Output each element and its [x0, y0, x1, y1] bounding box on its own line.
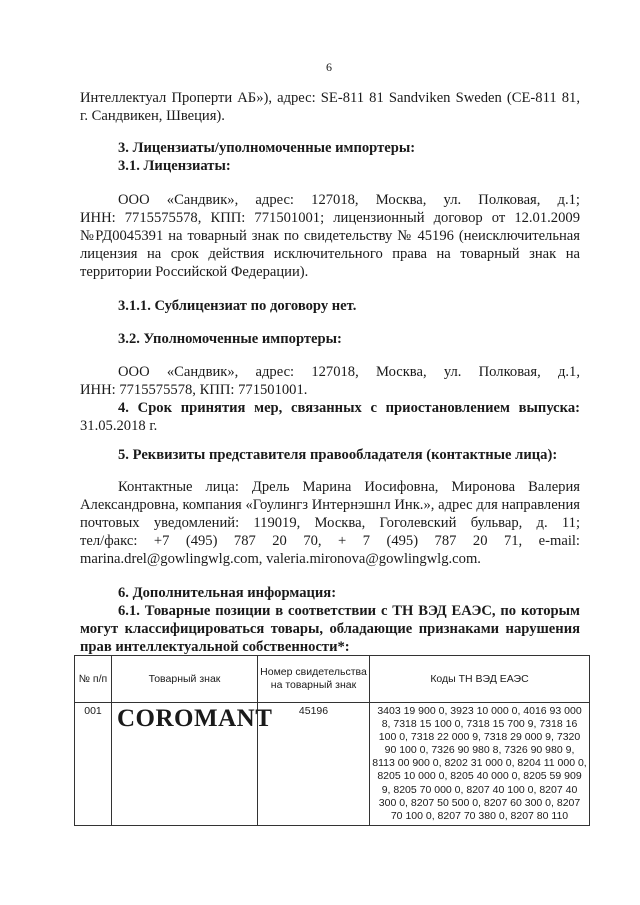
text-line: Александровна, компания «Гоулингз Интернэшнл Инк.», адрес для направления: [80, 497, 580, 513]
text-line: marina.drel@gowlingwlg.com, valeria.mironova@gowlingwlg.com.: [80, 551, 481, 567]
trademark-logo: COROMANT: [117, 705, 273, 732]
text-line: Контактные лица: Дрель Марина Иосифовна, Миронова Валерия: [118, 479, 580, 495]
certificate-number: 45196: [258, 703, 370, 826]
row-number: 001: [75, 703, 112, 826]
section-heading: 6.1. Товарные позиции в соответствии с ТН ВЭД ЕАЭС, по которым: [118, 603, 580, 619]
page-number: 6: [326, 60, 332, 74]
tariff-codes-list: 3403 19 900 0, 3923 10 000 0, 4016 93 000 8, 7318 15 100 0, 7318 15 700 9, 7318 16 100 0, 7318 22 000 9, 7318 29 000 9, 7320 90 100 0, 7326 90 980 8, 7326 90 980 9, 8113 00 900 0, 8202 31 000 0, 8204 11 000 0, 8205 10 000 0, 8205 40 000 0, 8205 59 909 9, 8205 70 000 0, 8207 40 100 0, 8207 40 300 0, 8207 50 500 0, 8207 60 300 0, 8207 70 100 0, 8207 70 380 0, 8207 80 110: [370, 703, 590, 826]
tariff-codes-table: [74, 655, 590, 826]
text-line: территории Российской Федерации).: [80, 264, 309, 280]
section-heading: 5. Реквизиты представителя правообладателя (контактные лица):: [118, 447, 558, 463]
section-heading: прав интеллектуальной собственности*:: [80, 639, 350, 655]
table-header-row: [75, 656, 590, 703]
column-header-number: № п/п: [75, 656, 112, 703]
text-line: ИНН: 7715575578, КПП: 771501001; лицензионный договор от 12.01.2009: [80, 210, 580, 226]
text-line: г. Сандвикен, Швеция).: [80, 108, 225, 124]
section-heading: 3. Лицензиаты/уполномоченные импортеры:: [118, 140, 416, 156]
text-line: лицензия на срок действия исключительного права на товарный знак на: [80, 246, 580, 262]
table-row: [75, 703, 590, 826]
text-line: тел/факс: +7 (495) 787 20 70, + 7 (495) 787 20 71, e-mail:: [80, 533, 580, 549]
section-heading: 3.1.1. Сублицензиат по договору нет.: [118, 298, 357, 314]
column-header-trademark: Товарный знак: [112, 656, 258, 703]
section-heading: 4. Срок принятия мер, связанных с приостановлением выпуска:: [118, 400, 580, 416]
text-line: Интеллектуал Проперти АБ»), адрес: SE-811 81 Sandviken Sweden (СЕ-811 81,: [80, 90, 580, 106]
section-heading: 3.1. Лицензиаты:: [118, 158, 231, 174]
text-line: №РД0045391 на товарный знак по свидетельству № 45196 (неисключительная: [80, 228, 580, 244]
section-heading: 6. Дополнительная информация:: [118, 585, 337, 601]
trademark-cell: [112, 703, 273, 826]
text-line: почтовых уведомлений: 119019, Москва, Гоголевский бульвар, д. 11;: [80, 515, 580, 531]
section-heading: 3.2. Уполномоченные импортеры:: [118, 331, 342, 347]
section-heading: могут классифицироваться товары, обладающие признаками нарушения: [80, 621, 580, 637]
text-line: ООО «Сандвик», адрес: 127018, Москва, ул. Полковая, д.1,: [118, 364, 580, 380]
text-line: ИНН: 7715575578, КПП: 771501001.: [80, 382, 308, 398]
column-header-certificate: Номер свидетельства на товарный знак: [258, 656, 370, 703]
text-line: ООО «Сандвик», адрес: 127018, Москва, ул. Полковая, д.1;: [118, 192, 580, 208]
column-header-codes: Коды ТН ВЭД ЕАЭС: [370, 656, 590, 703]
text-line: 31.05.2018 г.: [80, 418, 158, 434]
